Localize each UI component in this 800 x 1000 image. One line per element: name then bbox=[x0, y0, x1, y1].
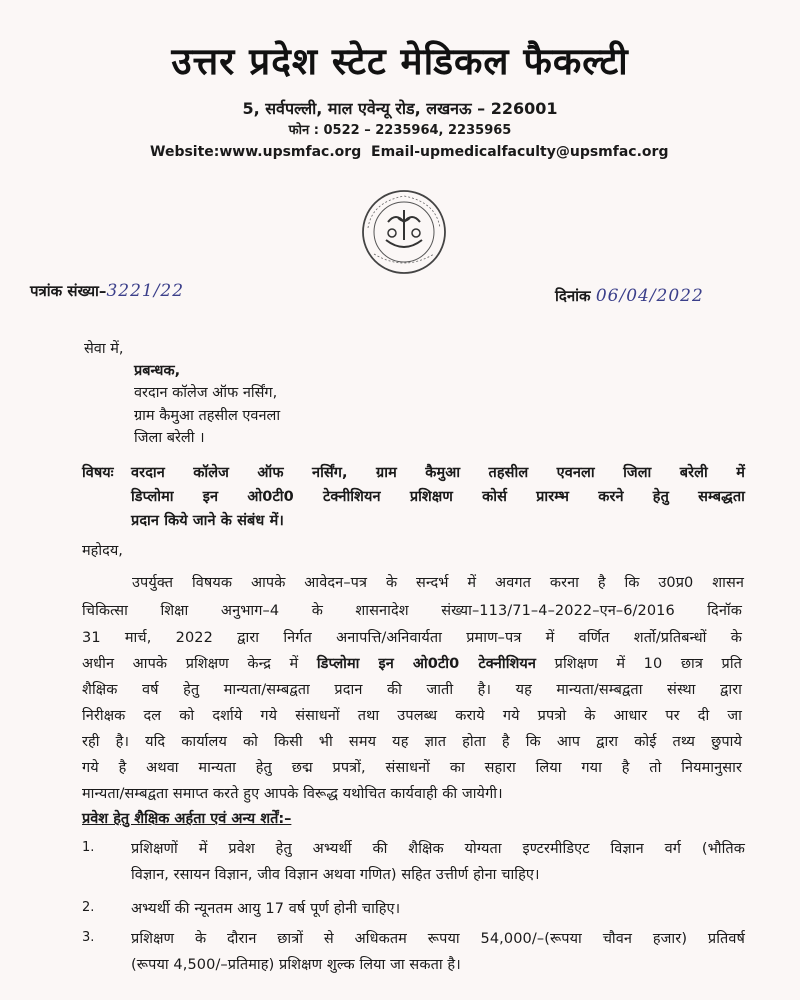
condition-line: प्रशिक्षण के दौरान छात्रों से अधिकतम रूपया 54,000/–(रूपया चौवन हजार) प्रतिवर्ष bbox=[131, 931, 745, 947]
reference-value: 3221/22 bbox=[106, 281, 185, 301]
institution-title: उत्तर प्रदेश स्टेट मेडिकल फैकल्टी bbox=[171, 40, 629, 83]
body-line: शैक्षिक वर्ष हेतु मान्यता/सम्बद्वता प्रदान की जाती है। यह मान्यता/सम्बद्वता संस्था द्वारा bbox=[82, 682, 742, 698]
conditions-heading: प्रवेश हेतु शैक्षिक अर्हता एवं अन्य शर्तें:– bbox=[82, 811, 292, 827]
body-line bbox=[82, 653, 742, 673]
reference-number bbox=[30, 281, 184, 301]
body-line: उपर्युक्त विषयक आपके आवेदन–पत्र के सन्दर्भ में अवगत करना है कि उ0प्र0 शासन bbox=[132, 575, 744, 591]
condition-number: 2. bbox=[82, 900, 95, 915]
condition-line: विज्ञान, रसायन विज्ञान, जीव विज्ञान अथवा गणित) सहित उत्तीर्ण होना चाहिए। bbox=[131, 867, 540, 883]
institution-phone: फोन : 0522 – 2235964, 2235965 bbox=[288, 123, 512, 138]
condition-number: 1. bbox=[82, 840, 95, 855]
greeting: महोदय, bbox=[82, 543, 123, 559]
institution-email: Email-upmedicalfaculty@upsmfac.org bbox=[371, 144, 669, 160]
subject-line: प्रदान किये जाने के संबंध में। bbox=[131, 513, 284, 529]
body-line: गये है अथवा मान्यता हेतु छद्म प्रपत्रों, संसाधनों का सहारा लिया गया है तो नियमानुसार bbox=[82, 760, 742, 776]
body-line: निरीक्षक दल को दर्शाये गये संसाधनों तथा उपलब्ध कराये गये प्रपत्रो के आधार पर दी जा bbox=[82, 708, 742, 724]
emblem-seal-icon bbox=[352, 188, 456, 276]
body-line: मान्यता/सम्बद्वता समाप्त करते हुए आपके विरूद्ध यथोचित कार्यवाही की जायेगी। bbox=[82, 786, 503, 802]
addressee-line: प्रबन्धक, bbox=[134, 363, 181, 379]
addressee-line: जिला बरेली । bbox=[134, 430, 205, 446]
institution-website: Website:www.upsmfac.org bbox=[150, 144, 362, 160]
body-line: रही है। यदि कार्यालय को किसी भी समय यह ज्ञात होता है कि आप द्वारा कोई तथ्य छुपाये bbox=[82, 734, 742, 750]
subject-line: डिप्लोमा इन ओ0टी0 टेक्नीशियन प्रशिक्षण कोर्स प्रारम्भ करने हेतु सम्बद्धता bbox=[131, 489, 745, 505]
body-line-part: प्रशिक्षण में 10 छात्र प्रति bbox=[536, 656, 742, 672]
salutation-to: सेवा में, bbox=[84, 341, 124, 357]
addressee-line: वरदान कॉलेज ऑफ नर्सिंग, bbox=[134, 385, 278, 401]
course-name: डिप्लोमा इन ओ0टी0 टेक्नीशियन bbox=[316, 656, 537, 672]
institution-address: 5, सर्वपल्ली, माल एवेन्यू रोड, लखनऊ – 226001 bbox=[242, 99, 558, 118]
condition-line: अभ्यर्थी की न्यूनतम आयु 17 वर्ष पूर्ण होनी चाहिए। bbox=[131, 901, 401, 917]
body-line: 31 मार्च, 2022 द्वारा निर्गत अनापत्ति/अनिवार्यता प्रमाण–पत्र में वर्णित शर्तो/प्रतिबन्धों के bbox=[82, 630, 742, 646]
body-line: चिकित्सा शिक्षा अनुभाग–4 के शासनादेश संख्या–113/71–4–2022–एन–6/2016 दिनॉक bbox=[82, 603, 742, 619]
body-line-part: अधीन आपके प्रशिक्षण केन्द्र में bbox=[82, 656, 317, 672]
reference-label: पत्रांक संख्या– bbox=[30, 282, 107, 300]
date-value: 06/04/2022 bbox=[595, 286, 704, 306]
subject-line: वरदान कॉलेज ऑफ नर्सिंग, ग्राम कैमुआ तहसील एवनला जिला बरेली में bbox=[131, 465, 745, 481]
letter-date bbox=[555, 286, 704, 306]
addressee-line: ग्राम कैमुआ तहसील एवनला bbox=[134, 408, 281, 424]
condition-line: (रूपया 4,500/–प्रतिमाह) प्रशिक्षण शुल्क लिया जा सकता है। bbox=[131, 957, 461, 973]
condition-number: 3. bbox=[82, 930, 95, 945]
subject-label: विषयः bbox=[82, 465, 114, 481]
date-label: दिनांक bbox=[555, 287, 591, 305]
condition-line: प्रशिक्षणों में प्रवेश हेतु अभ्यर्थी की शैक्षिक योग्यता इण्टरमीडिएट विज्ञान वर्ग (भौतिक bbox=[131, 841, 745, 857]
